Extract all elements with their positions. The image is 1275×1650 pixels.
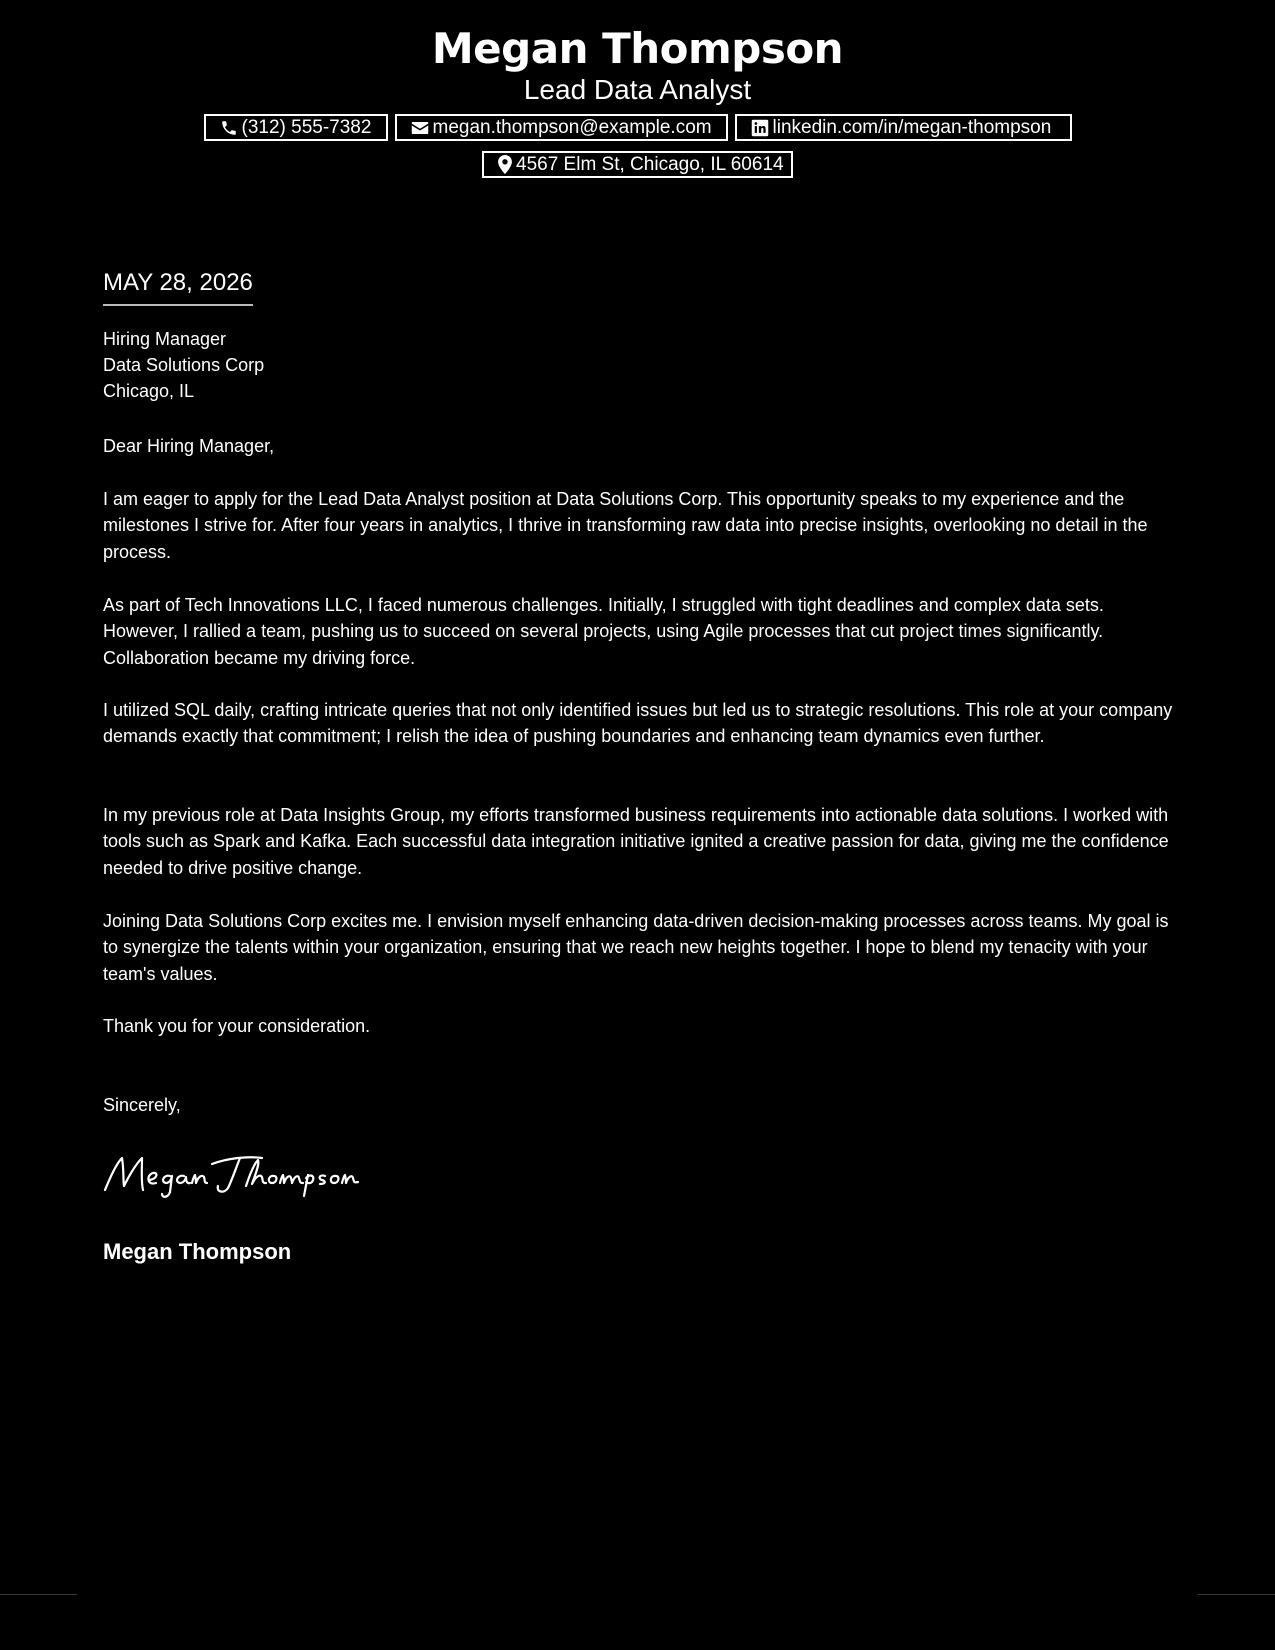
footer-divider-left: [0, 1594, 77, 1595]
body-paragraph: As part of Tech Innovations LLC, I faced numerous challenges. Initially, I struggled with tight deadlines and complex data sets. However, I rallied a team, pushing us to succeed on several projects, using Agile processes that cut project times significantly. Collaboration became my driving force.: [103, 595, 1104, 668]
signed-name: Megan Thompson: [103, 1239, 292, 1264]
body-paragraph: I am eager to apply for the Lead Data Analyst position at Data Solutions Corp. This opportunity speaks to my experience and the milestones I strive for. After four years in analytics, I thrive in transforming raw data into precise insights, overlooking no detail in the process.: [103, 489, 1148, 562]
closing: Sincerely,: [103, 1095, 181, 1115]
applicant-name: Megan Thompson: [431, 24, 844, 73]
map-marker-icon: [498, 155, 512, 174]
envelope-icon: [411, 120, 429, 136]
phone-icon: [220, 119, 238, 137]
address-row: [0, 151, 1275, 178]
address-contact[interactable]: [482, 151, 793, 178]
body-paragraph: In my previous role at Data Insights Group, my efforts transformed business requirements into actionable data solutions. I worked with tools such as Spark and Kafka. Each successful data integration initiative ignited a creative passion for data, giving me the confidence needed to drive positive change.: [103, 805, 1169, 878]
email-contact[interactable]: [395, 114, 728, 141]
contact-row: [0, 114, 1275, 141]
phone-contact[interactable]: [204, 114, 388, 141]
footer-divider-right: [1198, 1594, 1275, 1595]
address-text: 4567 Elm St, Chicago, IL 60614: [516, 154, 784, 175]
handwritten-signature: [100, 1150, 370, 1200]
body-paragraph: I utilized SQL daily, crafting intricate queries that not only identified issues but led us to strategic resolutions. This role at your company demands exactly that commitment; I relish the idea of pushing boundaries and enhancing team dynamics even further.: [103, 700, 1173, 747]
recipient-location: Chicago, IL: [103, 381, 195, 401]
applicant-role: Lead Data Analyst: [523, 74, 752, 105]
thank-you-line: Thank you for your consideration.: [103, 1016, 371, 1036]
recipient-block: [103, 326, 264, 404]
letter-date: MAY 28, 2026: [103, 266, 253, 306]
body-paragraph: Joining Data Solutions Corp excites me. I envision myself enhancing data-driven decision-making processes across teams. My goal is to synergize the talents within your organization, ensuring that we reach new heights together. I hope to blend my tenacity with your team's values.: [103, 911, 1169, 984]
recipient-title: Hiring Manager: [103, 329, 227, 349]
salutation: Dear Hiring Manager,: [103, 436, 275, 456]
phone-text: (312) 555-7382: [241, 117, 372, 138]
recipient-company: Data Solutions Corp: [103, 355, 265, 375]
linkedin-icon: [751, 119, 769, 137]
email-text: megan.thompson@example.com: [432, 117, 712, 138]
linkedin-text: linkedin.com/in/megan-thompson: [772, 117, 1052, 138]
linkedin-contact[interactable]: [735, 114, 1072, 141]
